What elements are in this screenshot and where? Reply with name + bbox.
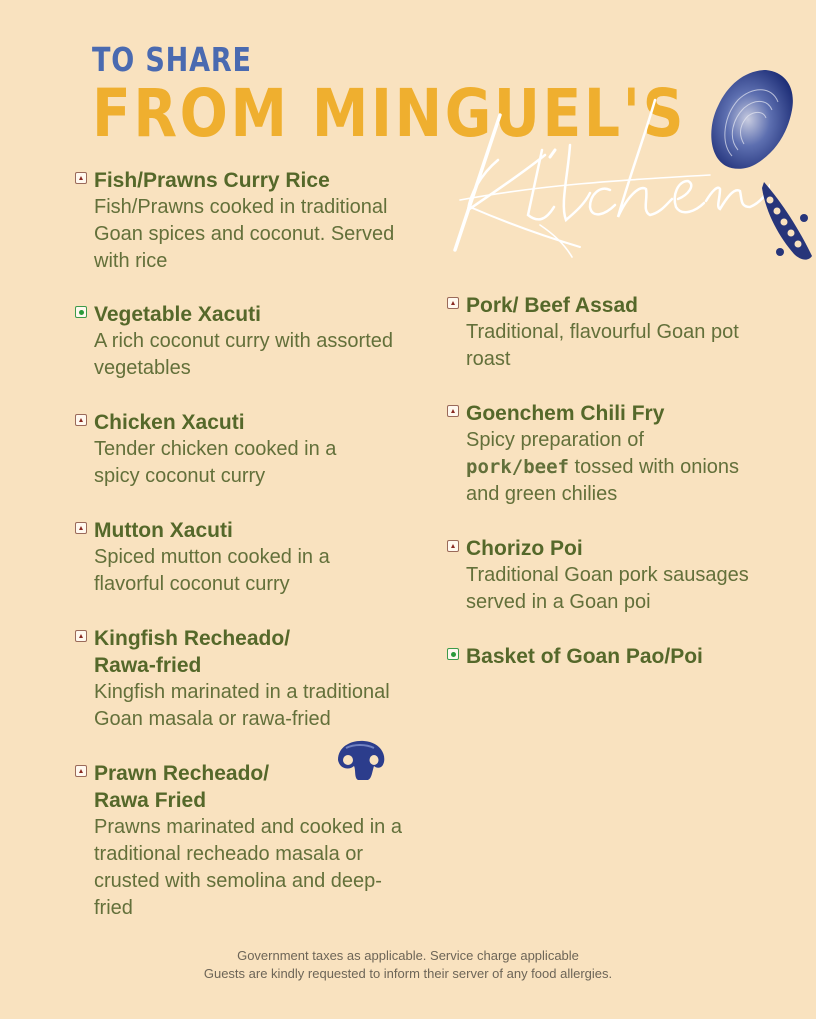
item-description: Traditional Goan pork sausages served in a Goan poi xyxy=(466,564,749,613)
oyster-illustration xyxy=(706,66,798,176)
menu-item-goenchem-chili-fry xyxy=(447,400,739,508)
veg-icon xyxy=(75,306,87,318)
menu-item-pork-beef-assad xyxy=(447,292,739,373)
item-name: Mutton Xacuti xyxy=(94,519,233,542)
item-description: Tender chicken cooked in a spicy coconut curry xyxy=(94,438,337,487)
item-name: Chorizo Poi xyxy=(466,537,583,560)
non-veg-icon xyxy=(75,630,87,642)
menu-item-chorizo-poi xyxy=(447,535,749,616)
non-veg-icon xyxy=(447,297,459,309)
menu-item-basket-goan-pao xyxy=(447,643,703,670)
menu-item-chicken-xacuti xyxy=(75,409,336,490)
non-veg-icon xyxy=(447,540,459,552)
item-name: Basket of Goan Pao/Poi xyxy=(466,645,703,668)
menu-item-mutton-xacuti xyxy=(75,517,330,598)
bold-ingredient: pork/beef xyxy=(466,456,569,478)
item-name: Goenchem Chili Fry xyxy=(466,402,665,425)
menu-item-kingfish-recheado xyxy=(75,625,390,733)
item-description: A rich coconut curry with assorted vegetables xyxy=(94,330,394,379)
section-subtitle: TO SHARE xyxy=(92,40,252,79)
veg-icon xyxy=(447,648,459,660)
non-veg-icon xyxy=(75,765,87,777)
menu-item-fish-prawns-curry-rice xyxy=(75,167,394,275)
item-description: Traditional, flavourful Goan pot roast xyxy=(466,321,739,370)
non-veg-icon xyxy=(75,172,87,184)
item-description: Spiced mutton cooked in a flavorful coconut curry xyxy=(94,546,330,595)
item-name: Prawn Recheado/ Rawa Fried xyxy=(94,762,270,812)
footer-note xyxy=(0,947,816,983)
non-veg-icon xyxy=(447,405,459,417)
page-title: FROM MINGUEL'S xyxy=(92,75,687,152)
item-description: Kingfish marinated in a traditional Goan masala or rawa-fried xyxy=(94,681,390,730)
non-veg-icon xyxy=(75,522,87,534)
tax-note: Government taxes as applicable. Service charge applicable xyxy=(237,948,579,963)
item-name: Pork/ Beef Assad xyxy=(466,294,638,317)
item-name: Vegetable Xacuti xyxy=(94,303,261,326)
item-description: Prawns marinated and cooked in a traditional recheado masala or crusted with semolina and deep- fried xyxy=(94,816,402,919)
menu-item-vegetable-xacuti xyxy=(75,301,393,382)
item-description: Spicy preparation of pork/beef tossed with onions and green chilies xyxy=(466,429,740,505)
item-description: Fish/Prawns cooked in traditional Goan spices and coconut. Served with rice xyxy=(94,196,395,272)
non-veg-icon xyxy=(75,414,87,426)
allergy-note: Guests are kindly requested to inform their server of any food allergies. xyxy=(203,966,613,981)
item-name: Kingfish Recheado/ Rawa-fried xyxy=(94,627,291,677)
peapod-illustration xyxy=(756,178,816,268)
item-name: Chicken Xacuti xyxy=(94,411,245,434)
item-name: Fish/Prawns Curry Rice xyxy=(94,169,330,192)
menu-item-prawn-recheado xyxy=(75,760,402,922)
